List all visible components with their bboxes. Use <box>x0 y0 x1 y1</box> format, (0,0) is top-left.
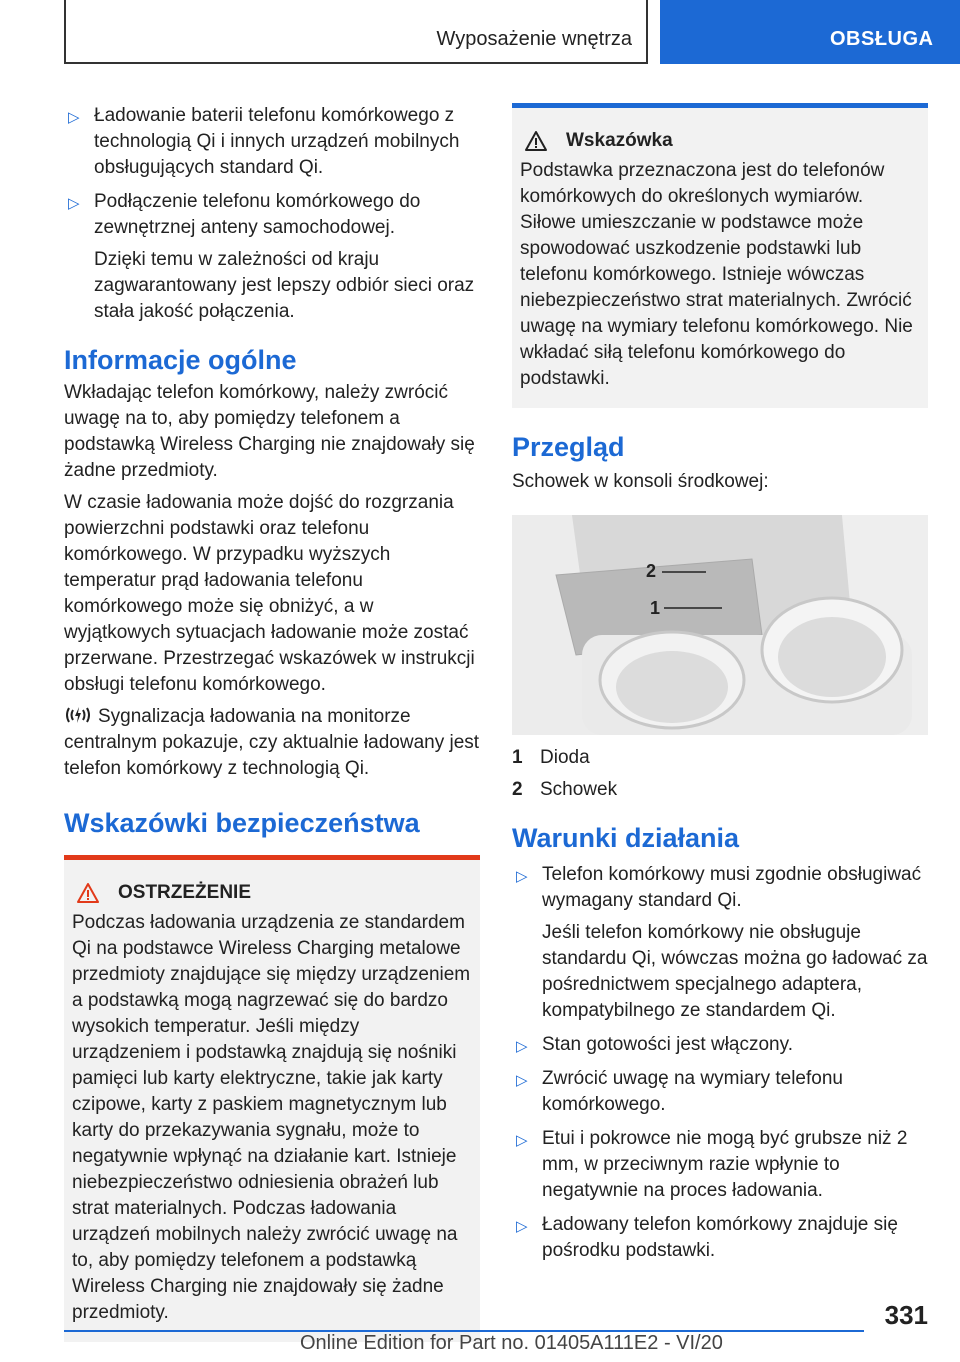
paragraph: Wkładając telefon komórkowy, należy zwrócić uwagę na to, aby pomiędzy telefonem a podstawką Wireless Charging nie znajdowały się żadne przedmioty. <box>64 382 475 481</box>
header-section-box <box>64 0 648 64</box>
list-item: ▷ Podłączenie telefonu komórkowego do zewnętrznej anteny samochodowej. <box>68 191 421 238</box>
console-illustration <box>512 515 928 735</box>
legend-item: 1 Dioda <box>512 747 590 768</box>
warning-header <box>72 882 472 904</box>
legend <box>512 747 928 801</box>
list-item: ▷ Ładowany telefon komórkowy znajduje się pośrodku podstawki. <box>516 1214 898 1261</box>
triangle-bullet-icon: ▷ <box>68 195 80 212</box>
triangle-bullet-icon: ▷ <box>516 1218 528 1235</box>
list-item-detail: Jeśli telefon komórkowy nie obsługuje standardu Qi, wówczas można go ładować za pośrednictwem specjalnego adaptera, kompatybilnego ze standardem Qi. <box>542 922 928 1021</box>
console-storage-photo <box>512 515 928 735</box>
triangle-bullet-icon: ▷ <box>516 1132 528 1149</box>
triangle-bullet-icon: ▷ <box>516 1038 528 1055</box>
heading-overview: Przegląd <box>512 432 625 462</box>
triangle-bullet-icon: ▷ <box>516 1072 528 1089</box>
paragraph: Sygnalizacja ładowania na monitorze centralnym pokazuje, czy aktualnie ładowany jest telefon komórkowy z technologią Qi. <box>64 706 480 779</box>
callout-2: 2 <box>646 561 657 581</box>
warning-box <box>64 855 480 1342</box>
triangle-bullet-icon: ▷ <box>516 868 528 885</box>
callout-1: 1 <box>650 598 661 618</box>
heading-safety: Wskazówki bezpieczeństwa <box>64 808 420 838</box>
note-title: Wskazówka <box>566 130 673 151</box>
note-box <box>512 103 928 408</box>
overview-intro: Schowek w konsoli środkowej: <box>512 471 769 492</box>
header-section-title: Wyposażenie wnętrza <box>436 28 632 50</box>
warning-text: Podczas ładowania urządzenia ze standardem Qi na podstawce Wireless Charging metalowe przedmioty znajdujące się między urządzeniem a podstawką mogą nagrzewać się do bardzo wysokich temperatur. Jeśli między urządzeniem i podstawką znajdują się nośniki pamięci lub karty elektryczne, takie jak karty czipowe, karty z paskiem magnetycznym lub karty do przekazywania sygnału, może to negatywnie wpłynąć na działanie kart. Istnieje niebezpieczeństwo odniesienia obrażeń lub strat materialnych. Podczas ładowania urządzeń mobilnych należy zwrócić uwagę na to, aby pomiędzy telefonem a podstawką Wireless Charging nie znajdowały się żadne przedmioty. <box>72 912 471 1323</box>
paragraph: W czasie ładowania może dojść do rozgrzania powierzchni podstawki oraz telefonu komórkowego. W przypadku wyższych temperatur prąd ładowania telefonu komórkowego może się obniżyć, a w wyjątkowych sytuacjach ładowanie może zostać przerwane. Przestrzegać wskazówek w instrukcji obsługi telefonu komórkowego. <box>64 492 475 695</box>
warning-title: OSTRZEŻENIE <box>118 882 252 903</box>
warning-triangle-icon <box>76 882 100 904</box>
warning-triangle-icon <box>524 130 548 152</box>
note-text: Podstawka przeznaczona jest do telefonów komórkowych do określonych wymiarów. Siłowe umieszczanie w podstawce może spowodować uszkodzenie podstawki lub telefonu komórkowego. Istnieje wówczas niebezpieczeństwo strat materialnych. Zwrócić uwagę na wymiary telefonu komórkowego. Nie wkładać siłą telefonu komórkowego do podstawki. <box>520 160 913 389</box>
list-item-detail: Dzięki temu w zależności od kraju zagwarantowany jest lepszy odbiór sieci oraz stała jakość połączenia. <box>94 249 475 322</box>
list-item: ▷ Zwrócić uwagę na wymiary telefonu komórkowego. <box>516 1068 843 1115</box>
note-header <box>520 130 920 152</box>
wireless-charging-signal-icon <box>64 704 92 726</box>
list-item: ▷ Telefon komórkowy musi zgodnie obsługiwać wymagany standard Qi. <box>516 864 922 911</box>
heading-general: Informacje ogólne <box>64 345 297 375</box>
list-item: ▷ Etui i pokrowce nie mogą być grubsze niż 2 mm, w przeciwnym razie wpłynie to negatywnie na proces ładowania. <box>516 1128 908 1201</box>
header-tab-label: OBSŁUGA <box>830 28 934 50</box>
footer-edition: Online Edition for Part no. 01405A111E2 - VI/20 <box>300 1332 723 1354</box>
list-item: ▷ Stan gotowości jest włączony. <box>512 1032 928 1058</box>
legend-item: 2 Schowek <box>512 779 618 800</box>
heading-conditions: Warunki działania <box>512 823 740 853</box>
right-column <box>512 103 928 1270</box>
triangle-bullet-icon: ▷ <box>68 109 80 126</box>
left-column <box>64 103 480 1342</box>
header-tab <box>660 0 960 64</box>
list-item: ▷ Ładowanie baterii telefonu komórkowego z technologią Qi i innych urządzeń mobilnych obsługujących standard Qi. <box>68 105 460 178</box>
page-number: 331 <box>884 1300 928 1330</box>
